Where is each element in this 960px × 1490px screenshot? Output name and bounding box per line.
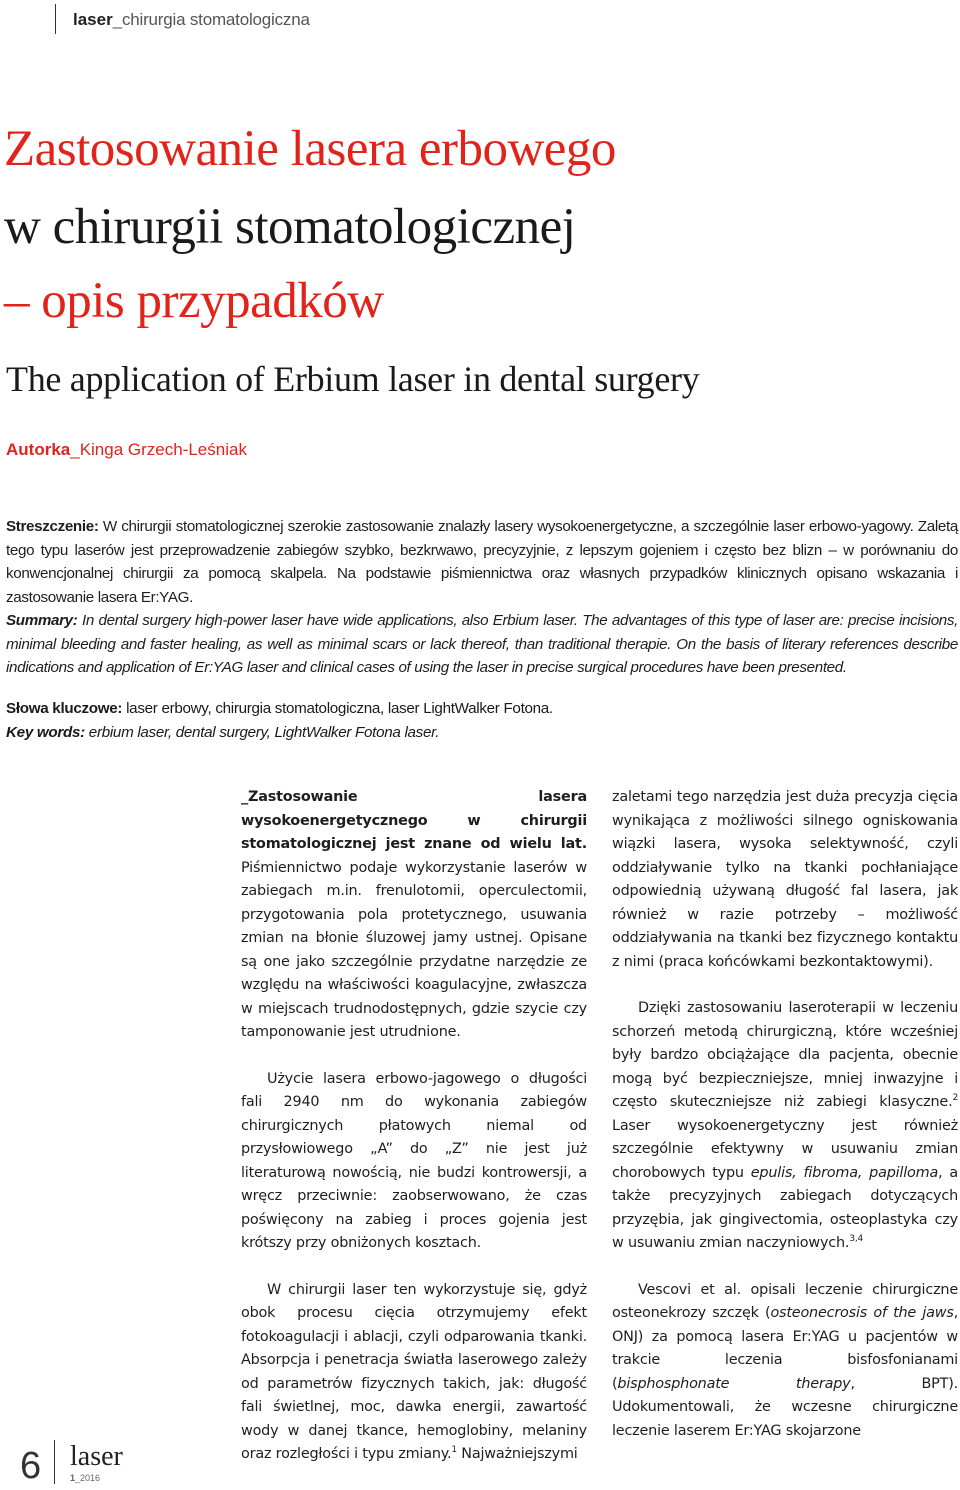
keywords — [6, 697, 958, 744]
english-title: The application of Erbium laser in dental surgery — [6, 359, 700, 399]
citation-ref: 3,4 — [849, 1234, 864, 1245]
keywords-english-label: Key words: — [6, 723, 85, 741]
footer-magazine-name: laser — [70, 1441, 123, 1472]
issue-year: _2016 — [75, 1473, 101, 1483]
lead-sentence: _Zastosowanie lasera wysokoenergetycznego w chirurgii stomatologicznej jest znane od wielu lat. — [241, 789, 587, 852]
abstract-english-text: In dental surgery high-power laser have wide applications, also Erbium laser. The advantages of this type of laser are: precise incisions, minimal bleeding and faster healing, as well as minimal scars or lack thereof, than traditional therapie. On the basis of literary references describe indications and application of Er:YAG laser and clinical cases of using the laser in precise surgical procedures have been presented. — [6, 612, 958, 676]
abstract-polish-text: W chirurgii stomatologicznej szerokie zastosowanie znalazły lasery wysokoenergetyczne, a szczególnie laser erbowo-yagowy. Zaletą tego typu laserów jest przeprowadzenie zabiegów szybko, bezkrwawo, precyzyjnie, z lepszym gojeniem i często bez blizn – w porównaniu do konwencjonalnej chirurgii za pomocą skalpela. Na podstawie piśmiennictwa oraz własnych przypadków klinicznych opisano wskazania i zastosowanie lasera Er:YAG. — [6, 518, 958, 606]
keywords-english-text: erbium laser, dental surgery, LightWalker Fotona laser. — [84, 723, 440, 741]
body-paragraph: Użycie lasera erbowo-jagowego o długości fali 2940 nm do wykonania zabiegów chirurgicznych płatowych niemal od przysłowiowego „A” do „Z” nie jest już literaturową nowością, nie budzi kontrowersji, a wręcz przeciwnie: zaobserwowano, że czas poświęcony na zabieg i proces gojenia jest krótszy przy obniżonych kosztach. — [241, 1070, 587, 1251]
keywords-polish-label: Słowa kluczowe: — [6, 700, 123, 717]
abstract-english-label: Summary: — [6, 612, 78, 629]
citation-ref: 2 — [952, 1093, 958, 1104]
keywords-polish-text: laser erbowy, chirurgia stomatologiczna, laser LightWalker Fotona. — [122, 700, 553, 717]
author-name: _Kinga Grzech-Leśniak — [70, 440, 247, 459]
abstract-english — [6, 609, 958, 680]
keywords-polish — [6, 697, 958, 721]
body-paragraph: W chirurgii laser ten wykorzystuje się, gdyż obok procesu cięcia otrzymujemy efekt fotokoagulacji i ablacji, czyli odparowania tkanki. Absorpcja i penetracja światła laserowego zależy od parametrów fizycznych takich, jak: długość fali świetlnej, moc, dawka energii, zawartość wody w danej tkance, hemoglobiny, melaniny oraz rozległości i typu zmiany.$^1$ Najważniejszymi — [241, 1281, 587, 1462]
body-paragraph: _Zastosowanie lasera wysokoenergetycznego w chirurgii stomatologicznej jest znane od wielu lat. Piśmiennictwo podaje wykorzystanie laserów w zabiegach m.in. frenulotomii, operculectomii, przygotowania pola protetycznego, usuwania zmian na błonie śluzowej jamy ustnej. Opisane są one jako szczególnie przydatne narzędzie ze względu na właściwości koagulacyjne, zwłaszcza w miejscach trudnodostępnych, gdzie szycie czy tamponowanie jest utrudnione. — [241, 789, 587, 1040]
header-divider — [55, 4, 56, 34]
keywords-english — [6, 721, 958, 745]
citation-ref: 1 — [451, 1445, 457, 1456]
running-head — [73, 10, 310, 30]
title-line-3: – opis przypadków — [4, 273, 384, 329]
abstract-polish-label: Streszczenie: — [6, 518, 99, 535]
author-line — [6, 440, 247, 460]
footer-issue — [70, 1473, 100, 1483]
body-column-left — [241, 786, 587, 1490]
title-line-2: w chirurgii stomatologicznej — [4, 199, 576, 255]
title-line-1: Zastosowanie lasera erbowego — [4, 121, 616, 177]
section-name: _chirurgia stomatologiczna — [112, 10, 310, 29]
body-paragraph: Dzięki zastosowaniu laseroterapii w leczeniu schorzeń metodą chirurgiczną, które wcześniej były bardzo obciążające dla pacjenta, obecnie mogą być bezpieczniejsze, mniej inwazyjne i często skuteczniejsze niż zabiegi klasyczne.$^2$ Laser wysokoenergetyczny jest również szczególnie efektywny w usuwaniu zmian chorobowych typu epulis, fibroma, papilloma, a także precyzyjnych zabiegach dotyczących przyzębia, jak gingivectomia, osteoplastyka czy w usuwaniu zmian naczyniowych.$^{3,4}$ — [612, 1000, 958, 1251]
body-column-right — [612, 786, 958, 1466]
issue-number: 1 — [70, 1473, 76, 1483]
body-paragraph: zaletami tego narzędzia jest duża precyzja cięcia wynikająca z możliwości silnego ogniskowania wiązki lasera, wysoka selektywność, czyli oddziaływanie tylko na tkanki pochłaniające odpowiednią używaną długość fal lasera, jak również w razie potrzeby – możliwość oddziaływania na tkanki bez fizycznego kontaktu z nimi (praca końcówkami bezkontaktowymi). — [612, 789, 958, 970]
page-number: 6 — [20, 1445, 42, 1487]
magazine-name: laser — [73, 10, 113, 29]
author-label: Autorka — [6, 440, 71, 459]
footer-divider — [54, 1440, 55, 1484]
abstract-polish — [6, 515, 958, 609]
abstract — [6, 515, 958, 680]
body-paragraph: Vescovi et al. opisali leczenie chirurgiczne osteonekrozy szczęk (osteonecrosis of the jaws, ONJ) za pomocą lasera Er:YAG u pacjentów w trakcie leczenia bisfosfonianami (bisphosphonate therapy, BPT). Udokumentowali, że wczesne chirurgiczne leczenie laserem Er:YAG skojarzone — [612, 1281, 959, 1439]
